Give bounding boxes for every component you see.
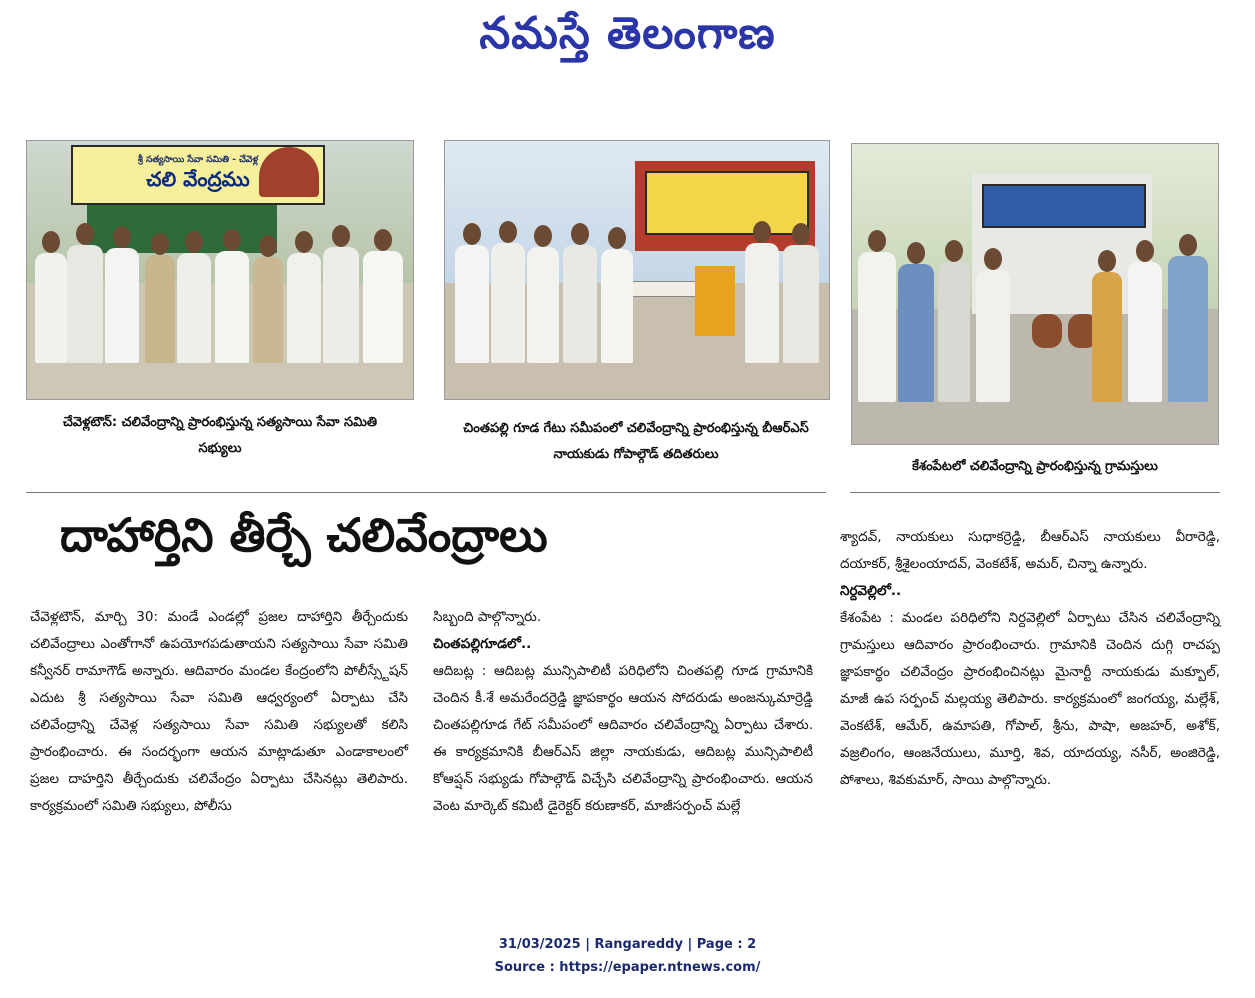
footer-dateline: 31/03/2025 | Rangareddy | Page : 2 <box>498 937 757 952</box>
article-headline: దాహార్తిని తీర్చే చలివేంద్రాలు <box>60 508 548 562</box>
article-column-2 <box>433 604 813 820</box>
section-subhead: నిర్దవెల్లిలో.. <box>840 583 902 599</box>
paragraph: కేశంపేట : మండల పరిధిలోని నిర్దవెల్లిలో ఏర్పాటు చేసిన చలివేంద్రాన్ని గ్రామస్తులు ఆదివారం ప్రారంభించారు. గ్రామానికి చెందిన దుగ్గి రాచప్ప జ్ఞాపకార్థం చలివేంద్రం ప్రారంభించినట్లు మైనార్టీ నాయకుడు మక్బూల్, మాజీ ఉప సర్పంచ్ మల్లయ్య తెలిపారు. కార్యక్రమంలో జంగయ్య, మల్లేశ్, వెంకటేశ్, ఆమేర్, ఉమాపతి, గోపాల్, శ్రీను, పాషా, అజహర్, అశోక్, వజ్రలింగం, ఆంజనేయులు, మూర్తి, శివ, యాదయ్య, నసీర్, అంజిరెడ్డి, పోశాలు, శివకుమార్, సాయి పాల్గొన్నారు. <box>840 610 1220 788</box>
section-subhead: చింతపల్లిగూడలో.. <box>433 636 532 652</box>
paragraph: సిబ్బంది పాల్గొన్నారు. <box>433 609 542 625</box>
footer-source-link[interactable]: Source : https://epaper.ntnews.com/ <box>494 960 761 975</box>
separator-rule <box>850 492 1220 493</box>
news-photo-3 <box>851 143 1219 445</box>
crowd-group <box>27 221 413 363</box>
crowd-group <box>852 216 1218 402</box>
banner-line-1: శ్రీ సత్యసాయి సేవా సమితి - చేవెళ్ల <box>137 154 259 165</box>
photo-3-caption: కేశంపేటలో చలివేంద్రాన్ని ప్రారంభిస్తున్న గ్రామస్తులు <box>912 459 1158 474</box>
photo-2-caption: చింతపల్లి గూడ గేటు సమీపంలో చలివేంద్రాన్ని ప్రారంభిస్తున్న బీఆర్ఎస్ నాయకుడు గోపాల్గౌడ్ తదితరులు <box>463 421 809 462</box>
article-column-3 <box>840 524 1220 794</box>
paragraph: చేవెళ్లటౌన్, మార్చి 30: మండే ఎండల్లో ప్రజల దాహార్తిని తీర్చేందుకు చలివేంద్రాలు ఎంతోగానో ఉపయోగపడుతాయని సత్యసాయి సేవా సమితి కన్వీనర్ రామాగౌడ్ అన్నారు. ఆదివారం మండల కేంద్రంలోని పోలీస్స్టేషన్ ఎదుట శ్రీ సత్యసాయి సేవా సమితి ఆధ్వర్యంలో ఏర్పాటు చేసి చలివేంద్రాన్ని చేవెళ్ల సత్యసాయి సేవా సమితి సభ్యులతో కలిసి ప్రారంభించారు. ఈ సందర్భంగా ఆయన మాట్లాడుతూ ఎండాకాలంలో ప్రజల దాహర్తిని తీర్చేందుకు చలివేంద్రం ఏర్పాటు చేసినట్లు తెలిపారు. కార్యక్రమంలో సమితి సభ్యులు, పోలీసు <box>30 609 408 814</box>
photo-1-caption: చేవెళ్లటౌన్: చలివేంద్రాన్ని ప్రారంభిస్తున్న సత్యసాయి సేవా సమితి సభ్యులు <box>62 415 378 456</box>
news-photo-2 <box>444 140 830 400</box>
separator-rule <box>26 492 826 493</box>
paragraph: ఆదిబట్ల : ఆదిబట్ల మున్సిపాలిటీ పరిధిలోని చింతపల్లి గూడ గ్రామానికి చెందిన కీ.శే అమరేందర్రెడ్డి జ్ఞాపకార్థం ఆయన సోదరుడు అంజన్కుమార్రెడ్డి చింతపల్లిగూడ గేట్ సమీపంలో ఆదివారం చలివేంద్రాన్ని ఏర్పాటు చేశారు. ఈ కార్యక్రమానికి బీఆర్ఎస్ జిల్లా నాయకుడు, ఆదిబట్ల మున్సిపాలిటీ కోఆప్షన్ సభ్యుడు గోపాల్గౌడ్ విచ్చేసి చలివేంద్రాన్ని ప్రారంభించారు. ఆయన వెంట మార్కెట్ కమిటీ డైరెక్టర్ కరుణాకర్, మాజీసర్పంచ్ మల్లే <box>433 663 813 814</box>
news-photo-1 <box>26 140 414 400</box>
paragraph: శ్యాదవ్, నాయకులు సుధాకర్రెడ్డి, బీఆర్ఎస్ నాయకులు వీరారెడ్డి, దయాకర్, శ్రీశైలంయాదవ్, వెంకటేశ్, అమర్, చిన్నా ఉన్నారు. <box>840 529 1220 572</box>
article-column-1 <box>30 604 408 820</box>
banner-line-2: చలి వేంద్రము <box>146 166 250 191</box>
masthead-title: నమస్తే తెలంగాణ <box>479 8 776 59</box>
crowd-group <box>445 221 829 363</box>
